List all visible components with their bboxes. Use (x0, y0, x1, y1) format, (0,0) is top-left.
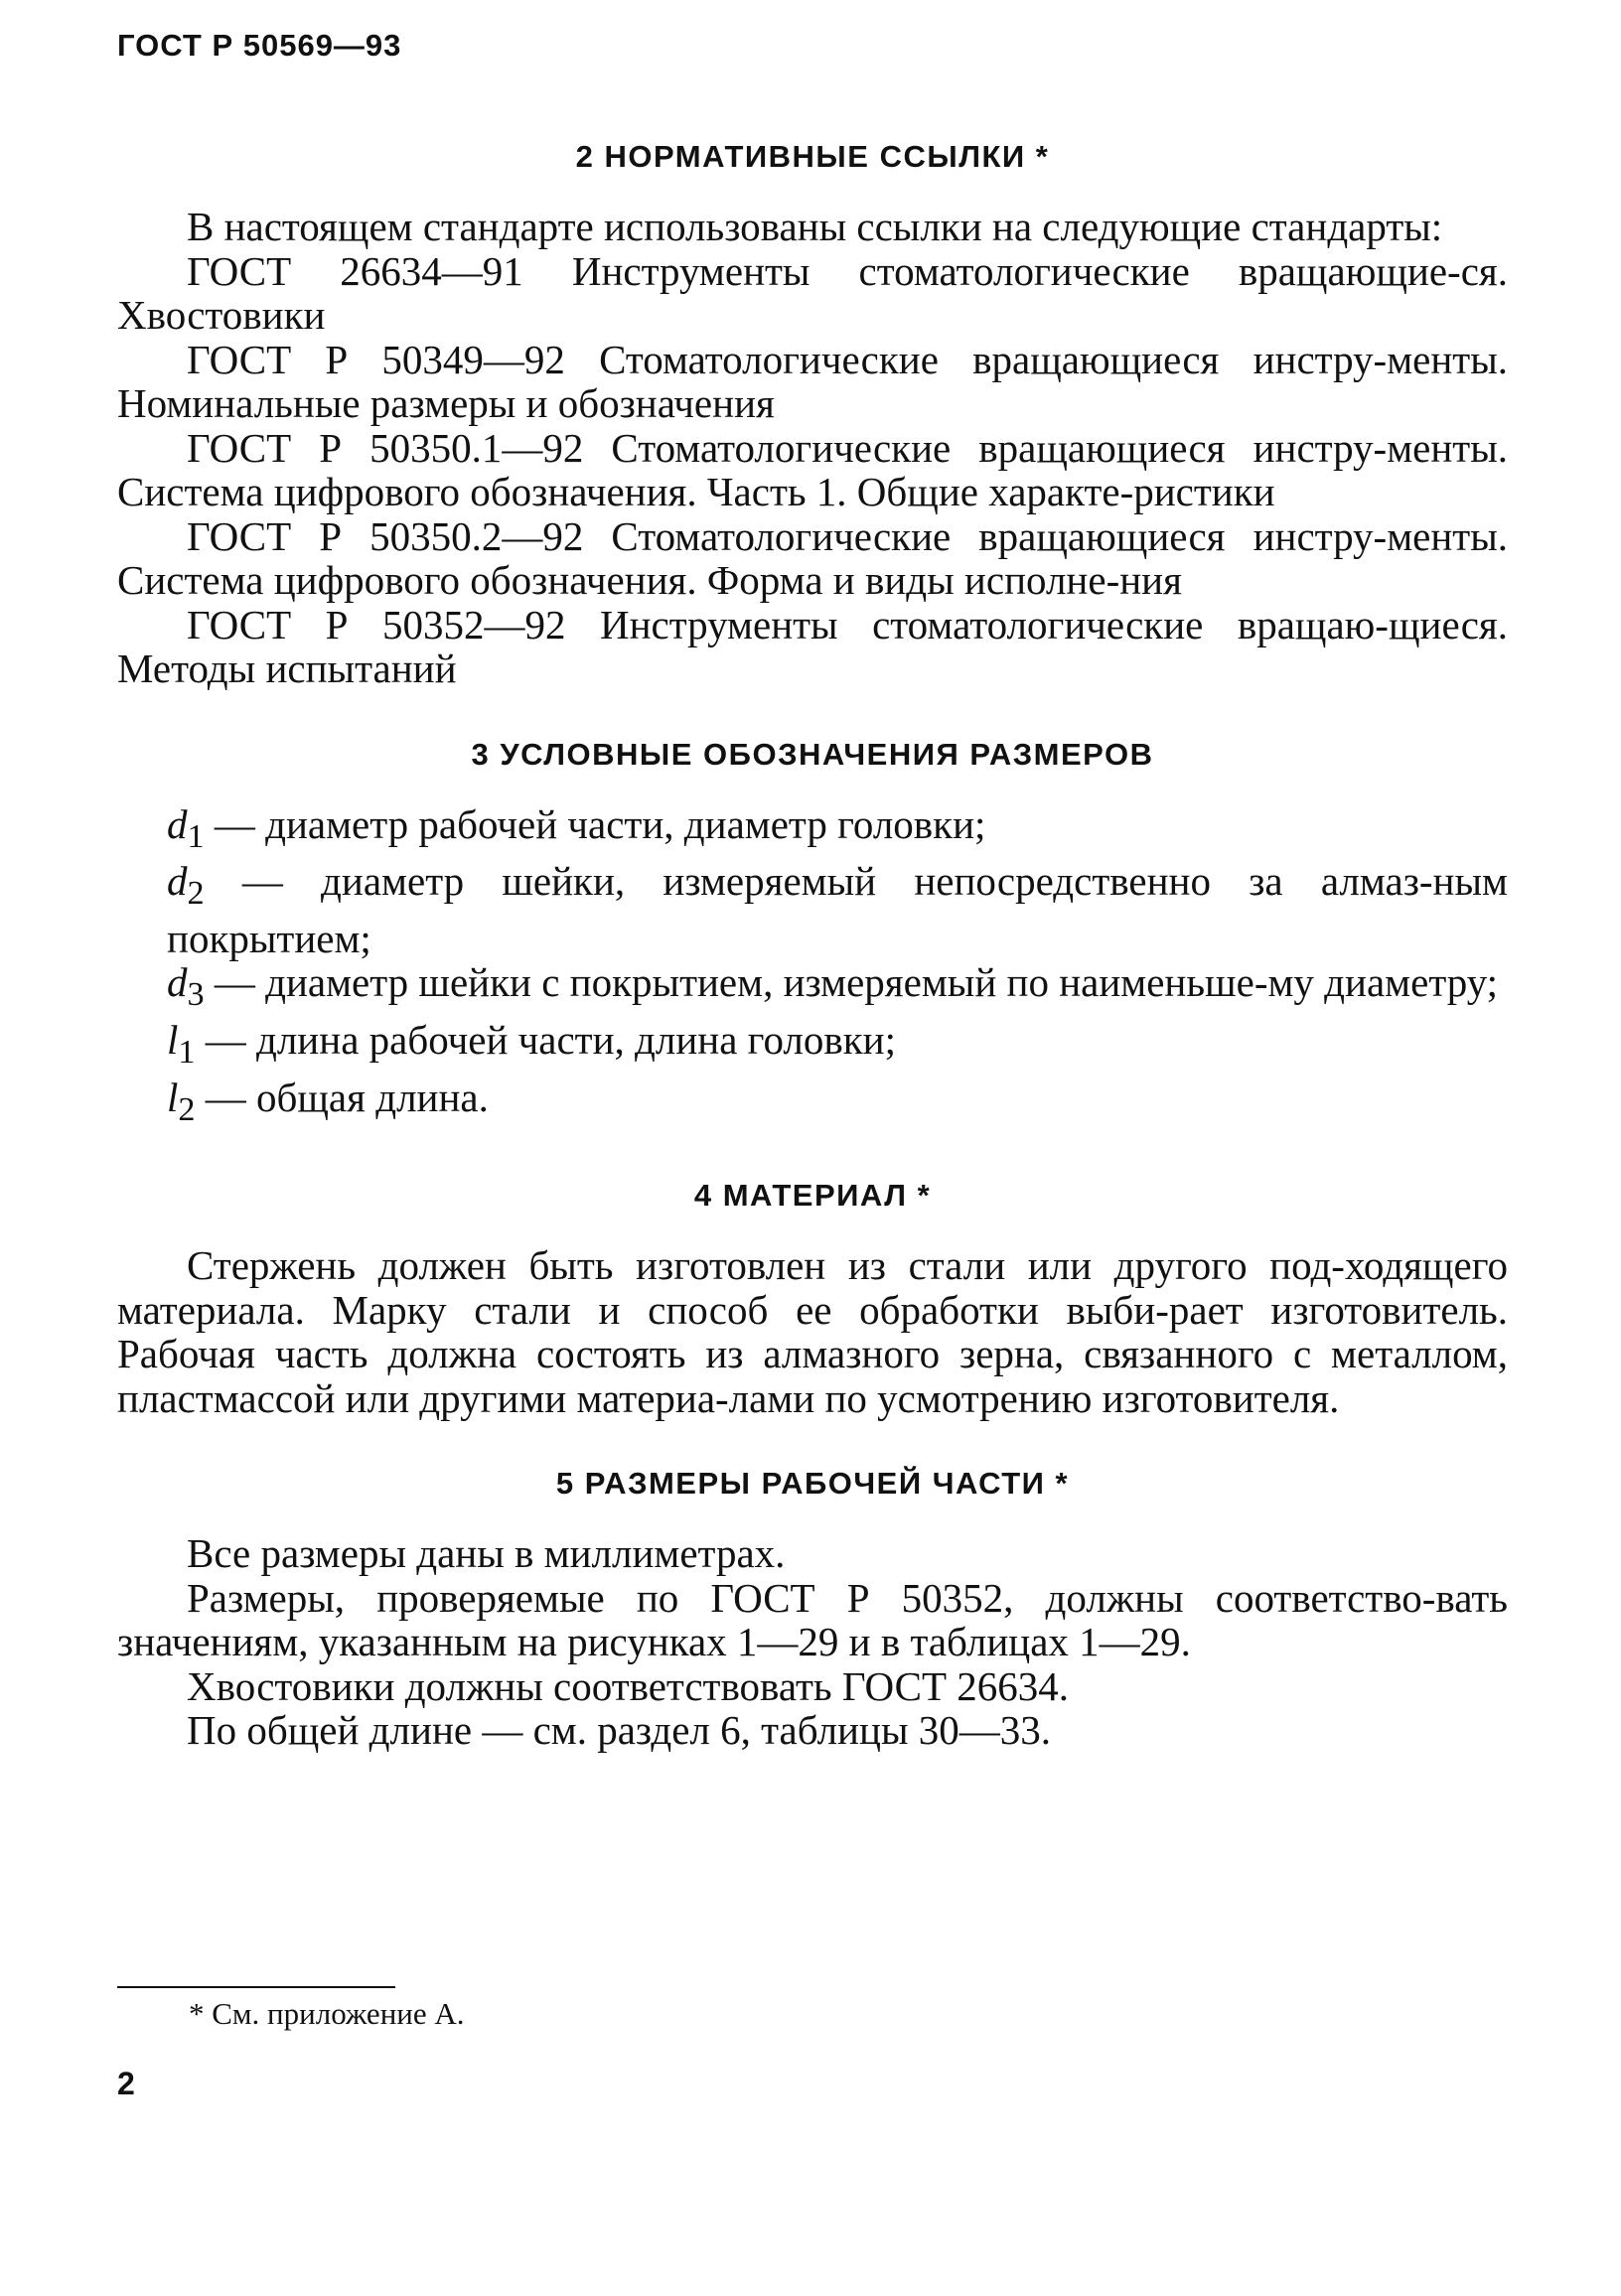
section-4-text: Стержень должен быть изготовлен из стали или другого под-ходящего материала. Марку стали и способ ее обработки выби-рает изготовитель. Рабочая часть должна состоять из алмазного зерна, связанного с металлом, пластмассой или другими материа-лами по усмотрению изготовителя. (117, 1242, 1508, 1421)
section-5-paragraph: По общей длине — см. раздел 6, таблицы 30—33. (187, 1707, 1051, 1754)
section-5-paragraph: Размеры, проверяемые по ГОСТ Р 50352, должны соответство-вать значениям, указанным на рисунках 1—29 и в таблицах 1—29. (117, 1574, 1508, 1665)
symbol-text: — общая длина. (195, 1074, 489, 1120)
reference-item: ГОСТ Р 50352—92 Инструменты стоматологические вращаю-щиеся. Методы испытаний (117, 601, 1508, 691)
reference-item: ГОСТ Р 50349—92 Стоматологические вращающиеся инстру-менты. Номинальные размеры и обозначения (117, 336, 1508, 426)
section-5-title: 5 РАЗМЕРЫ РАБОЧЕЙ ЧАСТИ * (555, 1466, 1070, 1502)
symbol-variable: d (167, 858, 188, 905)
symbol-definition (117, 802, 1508, 860)
symbol-text: — диаметр шейки, измеряемый непосредственно за алмаз-ным покрытием; (167, 858, 1508, 961)
footnote-divider (117, 1986, 395, 1988)
section-4-title: 4 МАТЕРИАЛ * (693, 1178, 932, 1214)
symbol-subscript: 1 (187, 817, 205, 855)
symbol-definition (117, 1076, 1508, 1133)
symbol-definition (117, 859, 1508, 960)
symbol-definition (117, 1018, 1508, 1076)
symbol-definition (117, 960, 1508, 1018)
page-header: ГОСТ Р 50569—93 (117, 28, 402, 63)
section-2-intro: В настоящем стандарте использованы ссылки на следующие стандарты: (187, 204, 1443, 249)
symbol-subscript: 2 (187, 875, 205, 913)
symbol-variable: l (167, 1074, 179, 1120)
symbol-variable: d (167, 800, 188, 847)
section-5-paragraph: Хвостовики должны соответствовать ГОСТ 26634. (187, 1662, 1070, 1709)
reference-item: ГОСТ Р 50350.2—92 Стоматологические вращающиеся инстру-менты. Система цифрового обозначения. Форма и виды исполне-ния (117, 512, 1508, 603)
symbol-subscript: 1 (178, 1034, 196, 1072)
section-3-title: 3 УСЛОВНЫЕ ОБОЗНАЧЕНИЯ РАЗМЕРОВ (471, 736, 1154, 772)
reference-item: ГОСТ 26634—91 Инструменты стоматологические вращающие-ся. Хвостовики (117, 247, 1508, 338)
symbol-variable: d (167, 959, 188, 1006)
symbol-text: — диаметр рабочей части, диаметр головки; (204, 800, 986, 847)
symbol-variable: l (167, 1017, 179, 1064)
footnote: * См. приложение А. (189, 1996, 465, 2031)
page-content (117, 119, 1508, 1753)
symbol-subscript: 2 (178, 1090, 196, 1128)
section-2-title: 2 НОРМАТИВНЫЕ ССЫЛКИ * (575, 139, 1050, 174)
reference-item: ГОСТ Р 50350.1—92 Стоматологические вращающиеся инстру-менты. Система цифрового обозначения. Часть 1. Общие характе-ристики (117, 424, 1508, 514)
page-number: 2 (117, 2066, 135, 2101)
symbol-text: — диаметр шейки с покрытием, измеряемый по наименьше-му диаметру; (204, 959, 1499, 1006)
symbol-text: — длина рабочей части, длина головки; (195, 1017, 896, 1064)
symbol-subscript: 3 (187, 976, 205, 1014)
section-5-paragraph: Все размеры даны в миллиметрах. (187, 1530, 786, 1577)
